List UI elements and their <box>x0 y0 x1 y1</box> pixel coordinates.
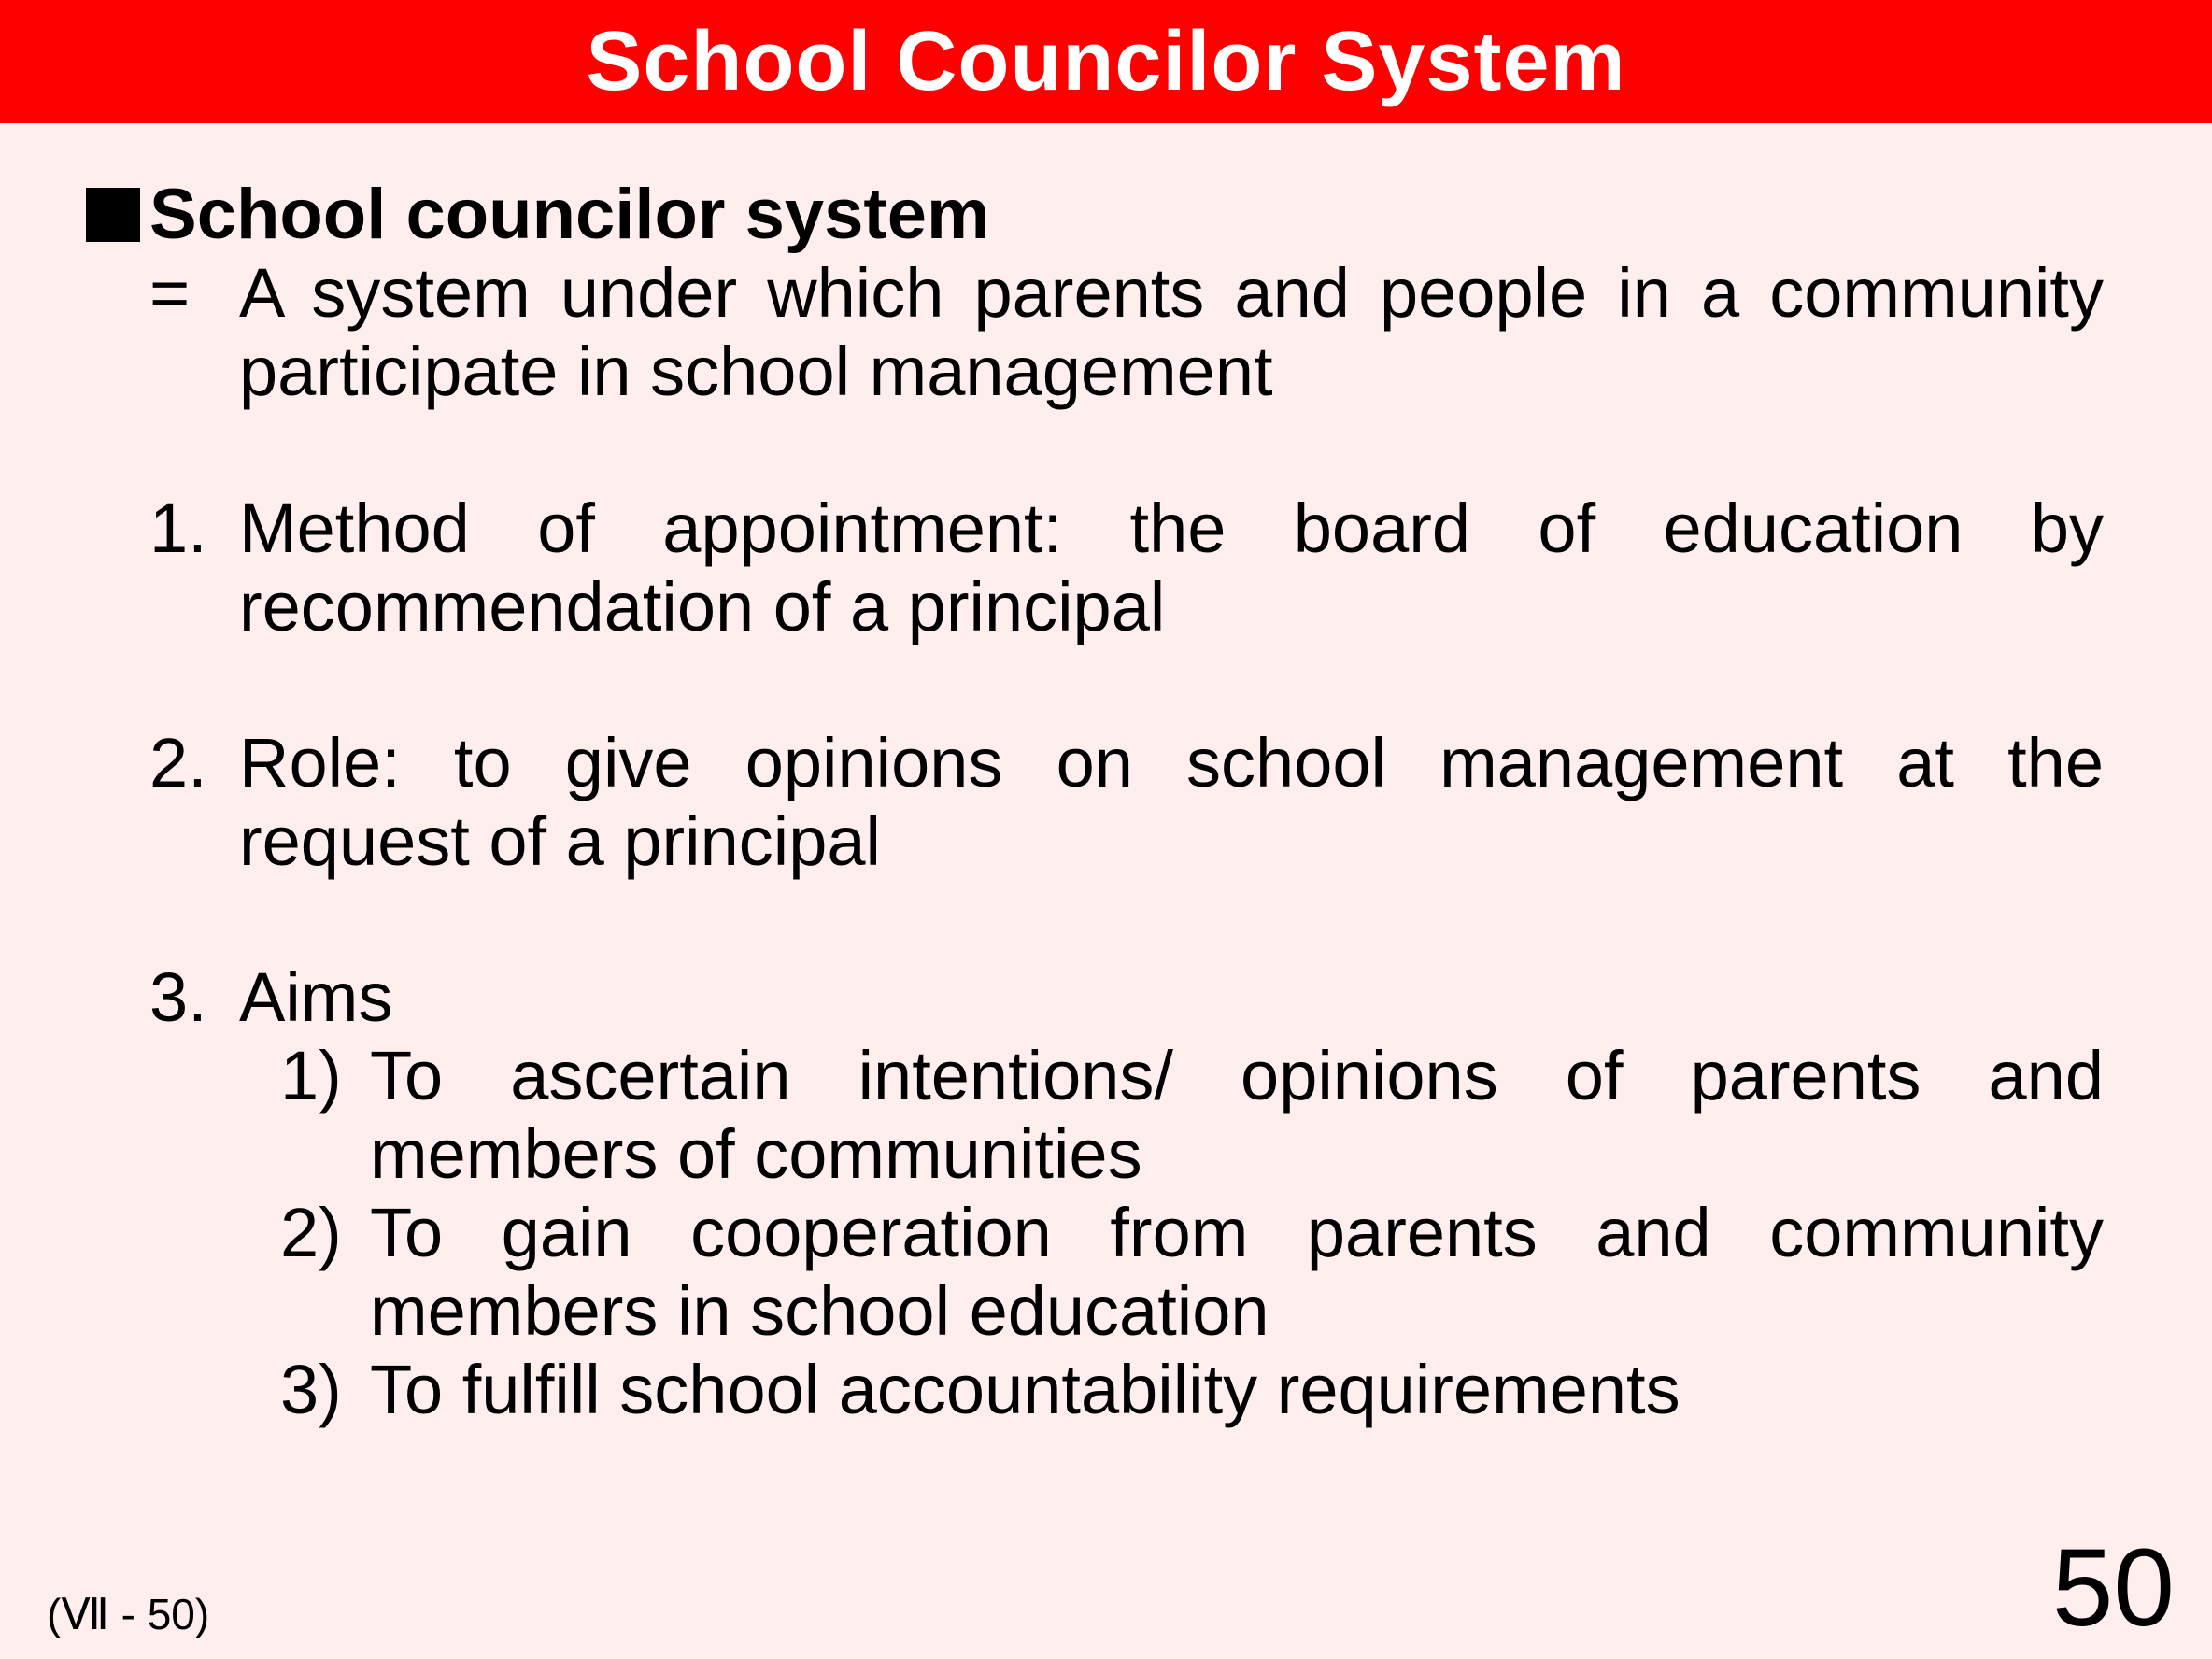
aim-item-marker: 1) <box>280 1037 342 1114</box>
list-item-line-2: recommendation of a principal <box>239 568 1166 645</box>
slide-title: School Councilor System <box>586 15 1626 108</box>
aim-item-line-2: members in school education <box>370 1272 1269 1350</box>
aim-item-body <box>370 1351 2104 1429</box>
definition-marker: = <box>149 254 191 332</box>
aim-item-ascertain <box>280 1037 2104 1194</box>
aim-item-body <box>370 1037 2104 1194</box>
aim-item-line-1: To fulfill school accountability requirements <box>370 1351 1680 1428</box>
definition-line-2: participate in school management <box>239 333 1273 410</box>
aim-item-line-2: members of communities <box>370 1115 1142 1193</box>
definition-line-1: A system under which parents and people in a community <box>239 254 2104 332</box>
list-item-marker: 3. <box>149 958 207 1036</box>
page-number: 50 <box>2051 1526 2175 1650</box>
list-item-line-1: Method of appointment: the board of education by <box>239 489 2104 567</box>
aim-item-line-1: To gain cooperation from parents and community <box>370 1194 2104 1271</box>
aim-item-marker: 3) <box>280 1351 342 1428</box>
list-item-body <box>239 958 2104 1037</box>
list-item-marker: 2. <box>149 724 207 801</box>
aim-item-marker: 2) <box>280 1194 342 1271</box>
list-item-role <box>149 724 2104 881</box>
aim-item-line-1: To ascertain intentions/ opinions of parents and <box>370 1037 2104 1114</box>
list-item-body <box>239 489 2104 646</box>
square-bullet-icon <box>86 188 140 242</box>
list-item-body <box>239 724 2104 881</box>
aim-item-accountability <box>280 1351 2104 1429</box>
list-item-line-1: Aims <box>239 958 393 1036</box>
section-heading-text: School councilor system <box>149 175 990 254</box>
aim-item-cooperation <box>280 1194 2104 1351</box>
section-heading <box>86 168 990 262</box>
slide-reference: (Ⅶ - 50) <box>47 1590 210 1638</box>
definition-body <box>239 254 2104 411</box>
list-item-aims <box>149 958 2104 1037</box>
list-item-line-1: Role: to give opinions on school management at the <box>239 724 2104 801</box>
list-item-marker: 1. <box>149 489 207 567</box>
definition-paragraph <box>149 254 2104 411</box>
list-item-method <box>149 489 2104 646</box>
aim-item-body <box>370 1194 2104 1351</box>
list-item-line-2: request of a principal <box>239 802 881 880</box>
